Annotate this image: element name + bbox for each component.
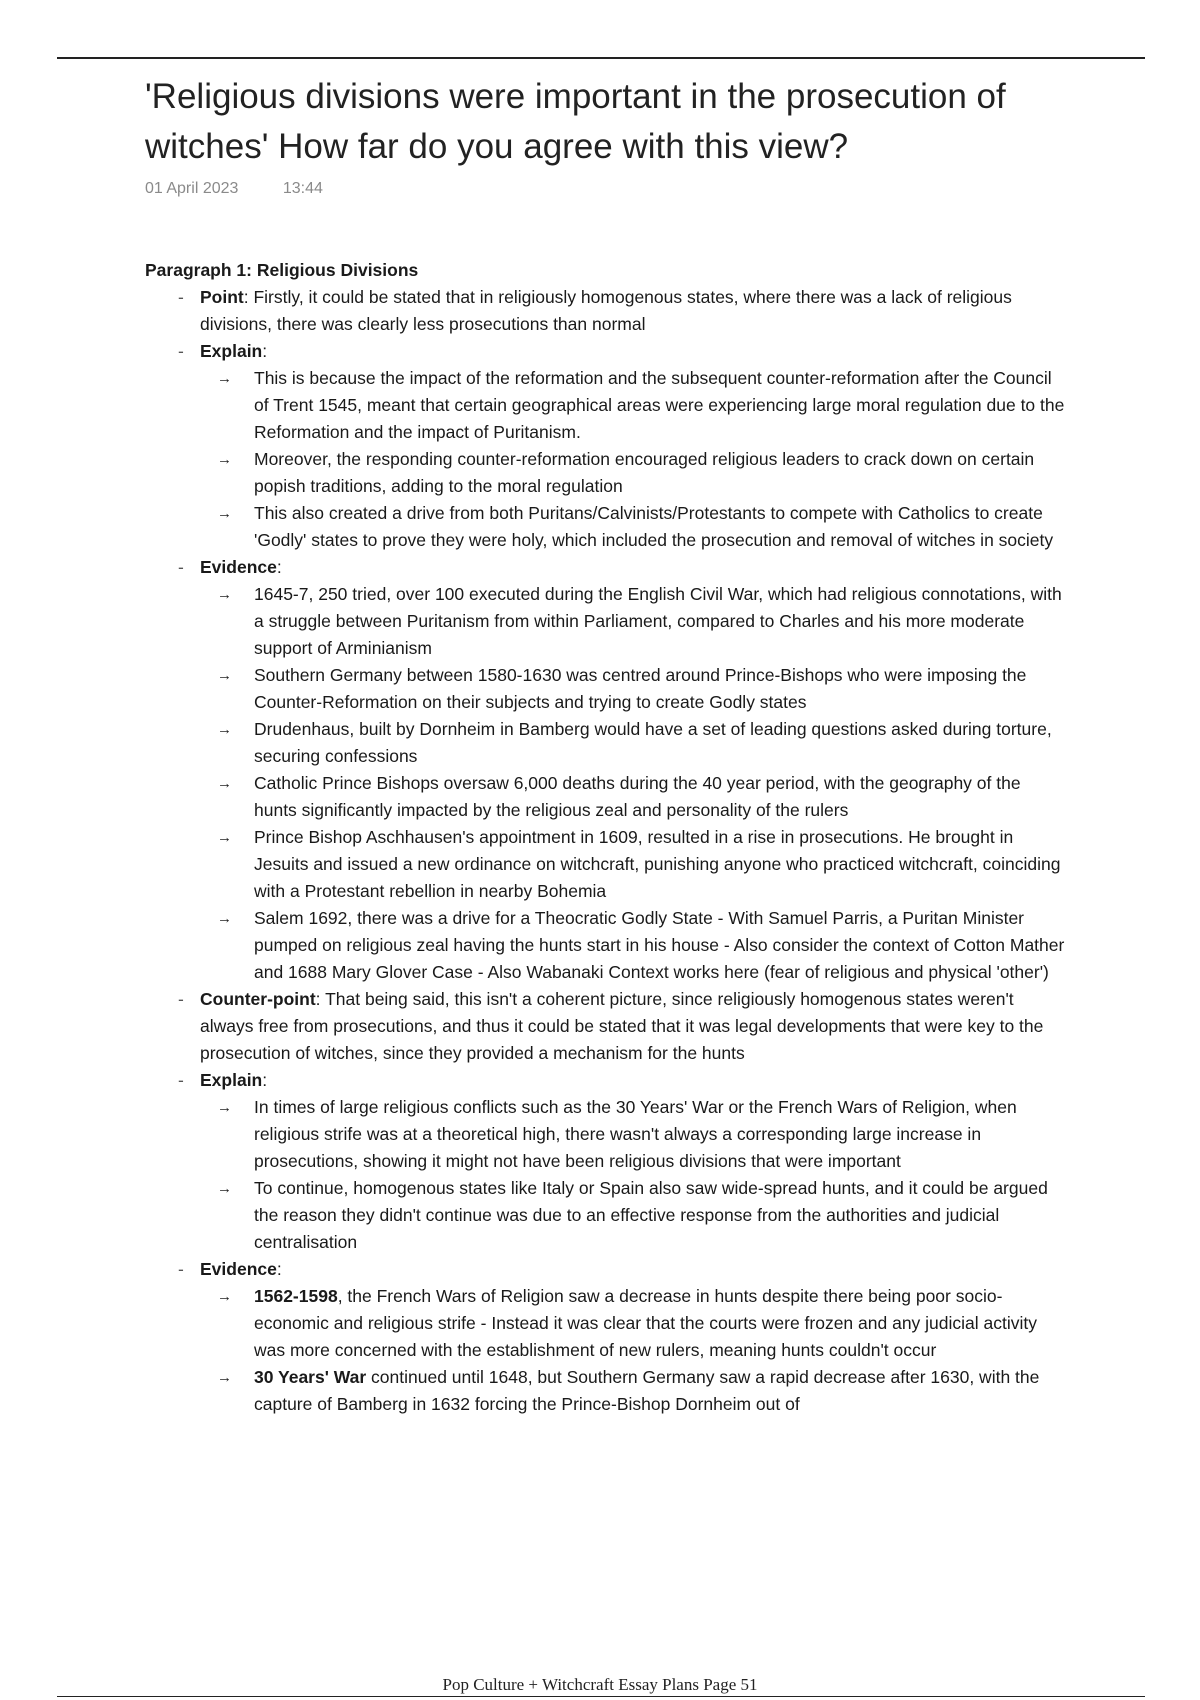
page-footer: Pop Culture + Witchcraft Essay Plans Page 51: [442, 1675, 758, 1694]
evidence-item: [145, 716, 1065, 770]
point-bullet: [145, 284, 1065, 338]
dash-marker: -: [178, 287, 184, 307]
arrow-icon: →: [217, 775, 232, 792]
explain-bullet: [145, 1067, 1065, 1094]
page-date: 01 April 2023: [145, 180, 239, 197]
evidence-label: Evidence: [200, 557, 277, 577]
counterpoint-text: : That being said, this isn't a coherent picture, since religiously homogenous states weren't always free from prosecutions, and thus it could be stated that it was legal developments that were key to the prosecution of witches, since they provided a mechanism for the hunts: [200, 989, 1044, 1063]
evidence-item-bold: 30 Years' War: [254, 1367, 367, 1387]
arrow-icon: →: [217, 667, 232, 684]
arrow-icon: →: [217, 829, 232, 846]
evidence-item: [145, 662, 1065, 716]
explain-item-text: This also created a drive from both Puritans/Calvinists/Protestants to compete with Catholics to create 'Godly' states to prove they were holy, which included the prosecution and removal of witches in society: [254, 503, 1054, 550]
arrow-icon: →: [217, 1099, 232, 1116]
explain-item-text: To continue, homogenous states like Italy or Spain also saw wide-spread hunts, and it could be argued the reason they didn't continue was due to an effective response from the authorities and judicial centralisation: [254, 1178, 1048, 1252]
paragraph-heading: Paragraph 1: Religious Divisions: [145, 260, 419, 280]
explain-label: Explain: [200, 1070, 263, 1090]
arrow-icon: →: [217, 505, 232, 522]
evidence-item: [145, 1283, 1065, 1364]
explain-item: [145, 1175, 1065, 1256]
evidence-item: [145, 905, 1065, 986]
arrow-icon: →: [217, 910, 232, 927]
explain-bullet: [145, 338, 1065, 365]
evidence-item-text: , the French Wars of Religion saw a decrease in hunts despite there being poor socio-economic and religious strife - Instead it was clear that the courts were frozen and any judicial activity was more concerned with the establishment of new rulers, meaning hunts couldn't occur: [254, 1286, 1038, 1360]
explain-item-text: Moreover, the responding counter-reformation encouraged religious leaders to crack down on certain popish traditions, adding to the moral regulation: [254, 449, 1035, 496]
explain-label: Explain: [200, 341, 263, 361]
evidence-bullet: [145, 1256, 1065, 1283]
evidence-item: [145, 581, 1065, 662]
evidence-bullet: [145, 554, 1065, 581]
page-title: 'Religious divisions were important in the prosecution of witches' How far do you agree with this view?: [145, 77, 1006, 166]
evidence-item-text: Catholic Prince Bishops oversaw 6,000 deaths during the 40 year period, with the geography of the hunts significantly impacted by the religious zeal and personality of the rulers: [254, 773, 1021, 820]
evidence-item-text: Prince Bishop Aschhausen's appointment in 1609, resulted in a rise in prosecutions. He brought in Jesuits and issued a new ordinance on witchcraft, punishing anyone who practiced witchcraft, coinciding with a Protestant rebellion in nearby Bohemia: [254, 827, 1061, 901]
dash-marker: -: [178, 341, 184, 361]
evidence-item: [145, 770, 1065, 824]
evidence-item-text: Southern Germany between 1580-1630 was centred around Prince-Bishops who were imposing the Counter-Reformation on their subjects and trying to create Godly states: [254, 665, 1027, 712]
arrow-icon: →: [217, 451, 232, 468]
arrow-icon: →: [217, 721, 232, 738]
note-body: [145, 257, 1065, 1418]
explain-item-text: In times of large religious conflicts such as the 30 Years' War or the French Wars of Religion, when religious strife was at a theoretical high, there wasn't always a corresponding large increase in prosecutions, showing it might not have been religious divisions that were important: [254, 1097, 1017, 1171]
point-text: : Firstly, it could be stated that in religiously homogenous states, where there was a lack of religious divisions, there was clearly less prosecutions than normal: [200, 287, 1012, 334]
page-time: 13:44: [282, 180, 323, 197]
explain-item-text: This is because the impact of the reformation and the subsequent counter-reformation after the Council of Trent 1545, meant that certain geographical areas were experiencing large moral regulation due to the Reformation and the impact of Puritanism.: [254, 368, 1065, 442]
arrow-icon: →: [217, 1369, 232, 1386]
evidence-item-text: continued until 1648, but Southern Germany saw a rapid decrease after 1630, with the capture of Bamberg in 1632 forcing the Prince-Bishop Dornheim out of: [254, 1367, 1040, 1414]
arrow-icon: →: [217, 1288, 232, 1305]
arrow-icon: →: [217, 586, 232, 603]
explain-colon: :: [262, 1070, 268, 1090]
counterpoint-bullet: [145, 986, 1065, 1067]
explain-colon: :: [262, 341, 268, 361]
evidence-colon: :: [276, 1259, 282, 1279]
evidence-item: [145, 1364, 1065, 1418]
evidence-label: Evidence: [200, 1259, 277, 1279]
explain-item: [145, 1094, 1065, 1175]
dash-marker: -: [178, 1070, 184, 1090]
arrow-icon: →: [217, 370, 232, 387]
evidence-item-text: Salem 1692, there was a drive for a Theocratic Godly State - With Samuel Parris, a Puritan Minister pumped on religious zeal having the hunts start in his house - Also consider the context of Cotton Mather and 1688 Mary Glover Case - Also Wabanaki Context works here (fear of religious and physical 'other'): [254, 908, 1065, 982]
arrow-icon: →: [217, 1180, 232, 1197]
bottom-rule: [57, 1696, 1145, 1697]
point-label: Point: [200, 287, 244, 307]
page-meta: [145, 180, 323, 198]
explain-item: [145, 365, 1065, 446]
dash-marker: -: [178, 989, 184, 1009]
evidence-item-bold: 1562-1598: [254, 1286, 338, 1306]
top-rule: [57, 57, 1145, 59]
evidence-item: [145, 824, 1065, 905]
explain-item: [145, 446, 1065, 500]
evidence-item-text: Drudenhaus, built by Dornheim in Bamberg would have a set of leading questions asked during torture, securing confessions: [254, 719, 1052, 766]
dash-marker: -: [178, 557, 184, 577]
evidence-item-text: 1645-7, 250 tried, over 100 executed during the English Civil War, which had religious connotations, with a struggle between Puritanism from within Parliament, compared to Charles and his more moderate support of Arminianism: [254, 584, 1062, 658]
dash-marker: -: [178, 1259, 184, 1279]
explain-item: [145, 500, 1065, 554]
counterpoint-label: Counter-point: [200, 989, 316, 1009]
evidence-colon: :: [276, 557, 282, 577]
